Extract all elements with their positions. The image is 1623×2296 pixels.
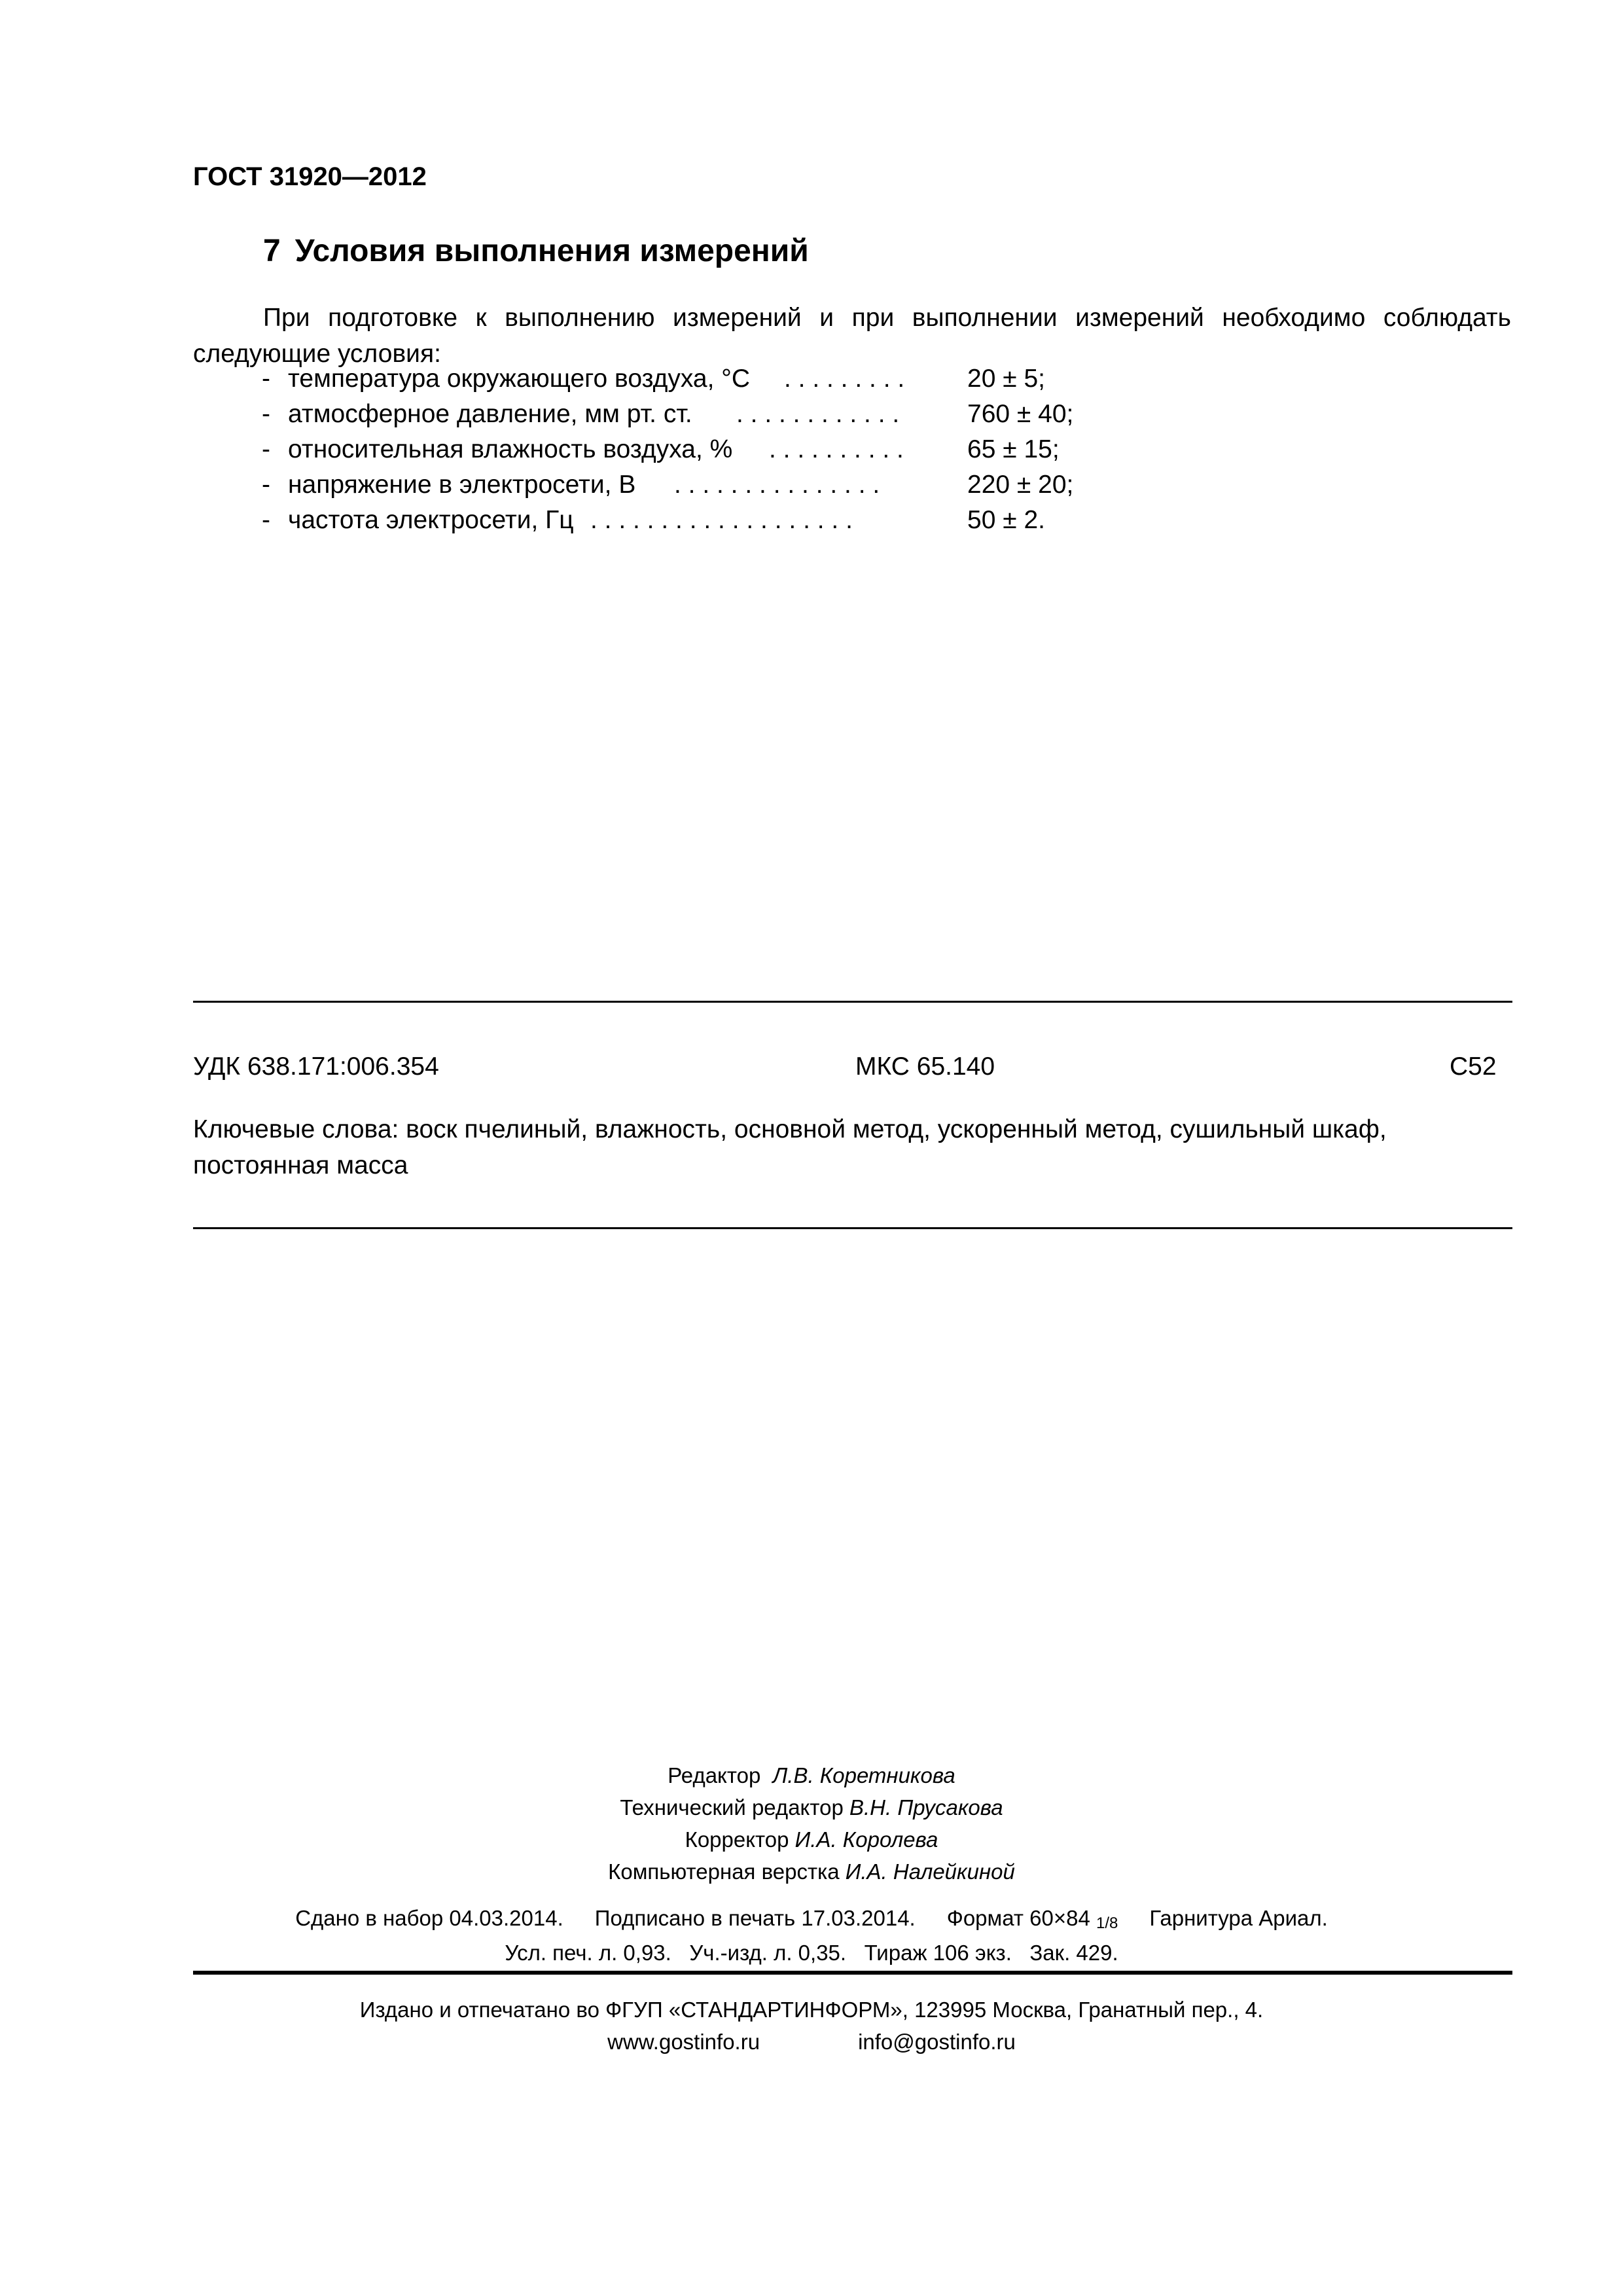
condition-item [262,397,1074,432]
print-info-line-2 [0,1937,1623,1969]
condition-label: относительная влажность воздуха, % [288,435,733,463]
tech-editor-line [0,1791,1623,1823]
tech-editor-role: Технический редактор [620,1795,844,1820]
editor-name: Л.В. Коретникова [772,1763,955,1787]
print-info-line-1 [0,1902,1623,1937]
list-dash: - [262,365,270,393]
publisher-contacts [0,2026,1623,2058]
publisher-website[interactable]: www.gostinfo.ru [607,2030,760,2054]
divider-top [193,1001,1512,1003]
list-dash: - [262,506,270,534]
editor-role: Редактор [668,1763,761,1787]
mks-code: МКС 65.140 [855,1052,995,1081]
document-code: ГОСТ 31920—2012 [193,162,427,191]
divider-bottom [193,1971,1512,1975]
list-dash: - [262,435,270,463]
condition-item [262,467,1074,503]
list-dash: - [262,471,270,499]
publisher-sheets: Уч.-изд. л. 0,35. [689,1941,847,1965]
section-intro-paragraph: При подготовке к выполнению измерений и при выполнении измерений необходимо соблюдать следующие условия: [193,304,1511,368]
submitted-date: Сдано в набор 04.03.2014. [295,1906,563,1930]
signed-date: Подписано в печать 17.03.2014. [594,1906,916,1930]
condition-value: 760 ± 40; [967,400,1074,428]
proofreader-role: Корректор [685,1827,789,1852]
condition-value: 20 ± 5; [967,365,1045,393]
editor-line [0,1759,1623,1791]
condition-item [262,432,1060,467]
proofreader-name: И.А. Королева [794,1827,938,1852]
condition-label: напряжение в электросети, В [288,471,636,499]
proofreader-line [0,1823,1623,1856]
section-number: 7 [263,234,281,268]
condition-item [262,361,1045,397]
circulation: Тираж 106 экз. [864,1941,1012,1965]
condition-label: температура окружающего воздуха, °С [288,365,751,393]
order-number: Зак. 429. [1029,1941,1118,1965]
condition-label: частота электросети, Гц [288,506,574,534]
publisher-block [0,1994,1623,2058]
dot-leader: . . . . . . . . . . . . [736,400,900,428]
layout-role: Компьютерная верстка [608,1859,840,1884]
condition-value: 65 ± 15; [967,435,1060,463]
condition-item [262,503,1045,538]
paper-format: Формат 60×84 [946,1906,1090,1930]
layout-name: И.А. Налейкиной [845,1859,1015,1884]
condition-value: 220 ± 20; [967,471,1074,499]
format-fraction: 1/8 [1096,1914,1118,1932]
typeface: Гарнитура Ариал. [1149,1906,1328,1930]
printed-sheets: Усл. печ. л. 0,93. [505,1941,671,1965]
publisher-email[interactable]: info@gostinfo.ru [858,2030,1016,2054]
condition-value: 50 ± 2. [967,506,1045,534]
dot-leader: . . . . . . . . . . . . . . . [674,471,880,499]
layout-line [0,1856,1623,1888]
list-dash: - [262,400,270,428]
section-heading [263,233,809,269]
publisher-line: Издано и отпечатано во ФГУП «СТАНДАРТИНФОРМ», 123995 Москва, Гранатный пер., 4. [359,1998,1264,2022]
dot-leader: . . . . . . . . . [784,365,905,393]
okstu-code: С52 [1450,1052,1497,1081]
dot-leader: . . . . . . . . . . . . . . . . . . . [590,506,853,534]
dot-leader: . . . . . . . . . . [769,435,904,463]
section-title: Условия выполнения измерений [294,234,809,268]
tech-editor-name: В.Н. Прусакова [849,1795,1003,1820]
print-info-block [0,1902,1623,1969]
condition-label: атмосферное давление, мм рт. ст. [288,400,692,428]
credits-block [0,1759,1623,1888]
divider-middle [193,1227,1512,1229]
conditions-list [262,361,1074,538]
keywords: Ключевые слова: воск пчелиный, влажность, основной метод, ускоренный метод, сушильный шкаф, постоянная масса [193,1115,1387,1179]
udk-code: УДК 638.171:006.354 [193,1052,439,1081]
